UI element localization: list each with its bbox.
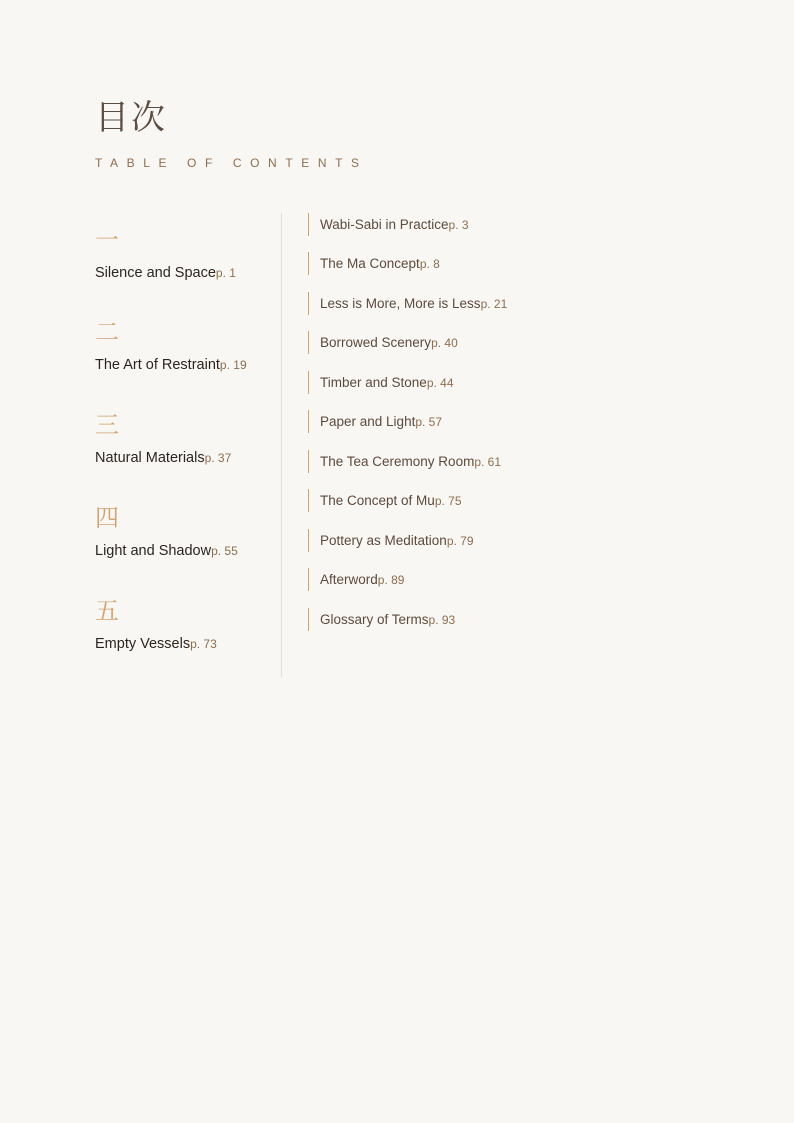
- chapter-numeral: 二: [95, 318, 119, 346]
- chapter-line: [95, 356, 281, 374]
- chapter-entry[interactable]: [95, 318, 281, 374]
- section-title: Paper and Light: [320, 414, 416, 429]
- section-entry[interactable]: [308, 410, 442, 433]
- section-entry[interactable]: [308, 371, 454, 394]
- section-title: Borrowed Scenery: [320, 335, 432, 350]
- chapter-numeral: 一: [95, 226, 119, 254]
- chapter-title: Light and Shadow: [95, 543, 212, 559]
- section-entry[interactable]: [308, 489, 462, 512]
- section-page-number: p. 61: [474, 455, 502, 469]
- section-entry[interactable]: [308, 213, 469, 236]
- chapter-line: [95, 264, 281, 282]
- chapter-entry[interactable]: [95, 597, 281, 653]
- chapter-page-number: p. 73: [190, 637, 217, 651]
- section-title: The Tea Ceremony Room: [320, 454, 475, 469]
- section-page-number: p. 79: [446, 534, 474, 548]
- chapter-title: Empty Vessels: [95, 636, 191, 652]
- section-page-number: p. 40: [431, 336, 458, 350]
- section-page-number: p. 89: [377, 573, 405, 587]
- section-title: Less is More, More is Less: [320, 296, 481, 311]
- section-page-number: p. 8: [419, 257, 440, 271]
- section-entry[interactable]: [308, 450, 501, 473]
- chapter-numeral: 三: [95, 411, 119, 439]
- chapter-line: [95, 635, 281, 653]
- chapter-line: [95, 449, 281, 467]
- section-title: Pottery as Meditation: [320, 533, 447, 548]
- section-entry[interactable]: [308, 568, 404, 591]
- chapter-title: The Art of Restraint: [95, 357, 220, 373]
- chapter-title: Silence and Space: [95, 265, 216, 281]
- section-title: The Concept of Mu: [320, 493, 435, 508]
- section-page-number: p. 44: [426, 376, 454, 390]
- section-page-number: p. 57: [415, 415, 443, 429]
- chapter-list: [95, 213, 282, 677]
- page-title: 目次: [95, 98, 167, 138]
- section-title: Afterword: [320, 572, 378, 587]
- section-entry[interactable]: [308, 331, 458, 354]
- page-subtitle: TABLE OF CONTENTS: [95, 156, 368, 170]
- chapter-entry[interactable]: [95, 411, 281, 467]
- chapter-page-number: p. 37: [204, 451, 232, 465]
- section-entry[interactable]: [308, 292, 507, 315]
- section-entry[interactable]: [308, 252, 440, 275]
- section-page-number: p. 93: [428, 613, 456, 627]
- section-title: Timber and Stone: [320, 375, 427, 390]
- chapter-page-number: p. 1: [215, 266, 236, 280]
- section-title: Wabi-Sabi in Practice: [320, 217, 449, 232]
- chapter-page-number: p. 19: [219, 358, 247, 372]
- chapter-numeral: 五: [95, 597, 119, 625]
- chapter-numeral: 四: [95, 504, 119, 532]
- chapter-entry[interactable]: [95, 504, 281, 560]
- section-page-number: p. 75: [434, 494, 462, 508]
- section-title: Glossary of Terms: [320, 612, 429, 627]
- section-entry[interactable]: [308, 529, 474, 552]
- section-page-number: p. 21: [480, 297, 508, 311]
- section-page-number: p. 3: [448, 218, 469, 232]
- chapter-entry[interactable]: [95, 226, 281, 282]
- section-title: The Ma Concept: [320, 256, 420, 271]
- chapter-title: Natural Materials: [95, 450, 205, 466]
- section-entry[interactable]: [308, 608, 455, 631]
- chapter-page-number: p. 55: [211, 544, 238, 558]
- chapter-line: [95, 542, 281, 560]
